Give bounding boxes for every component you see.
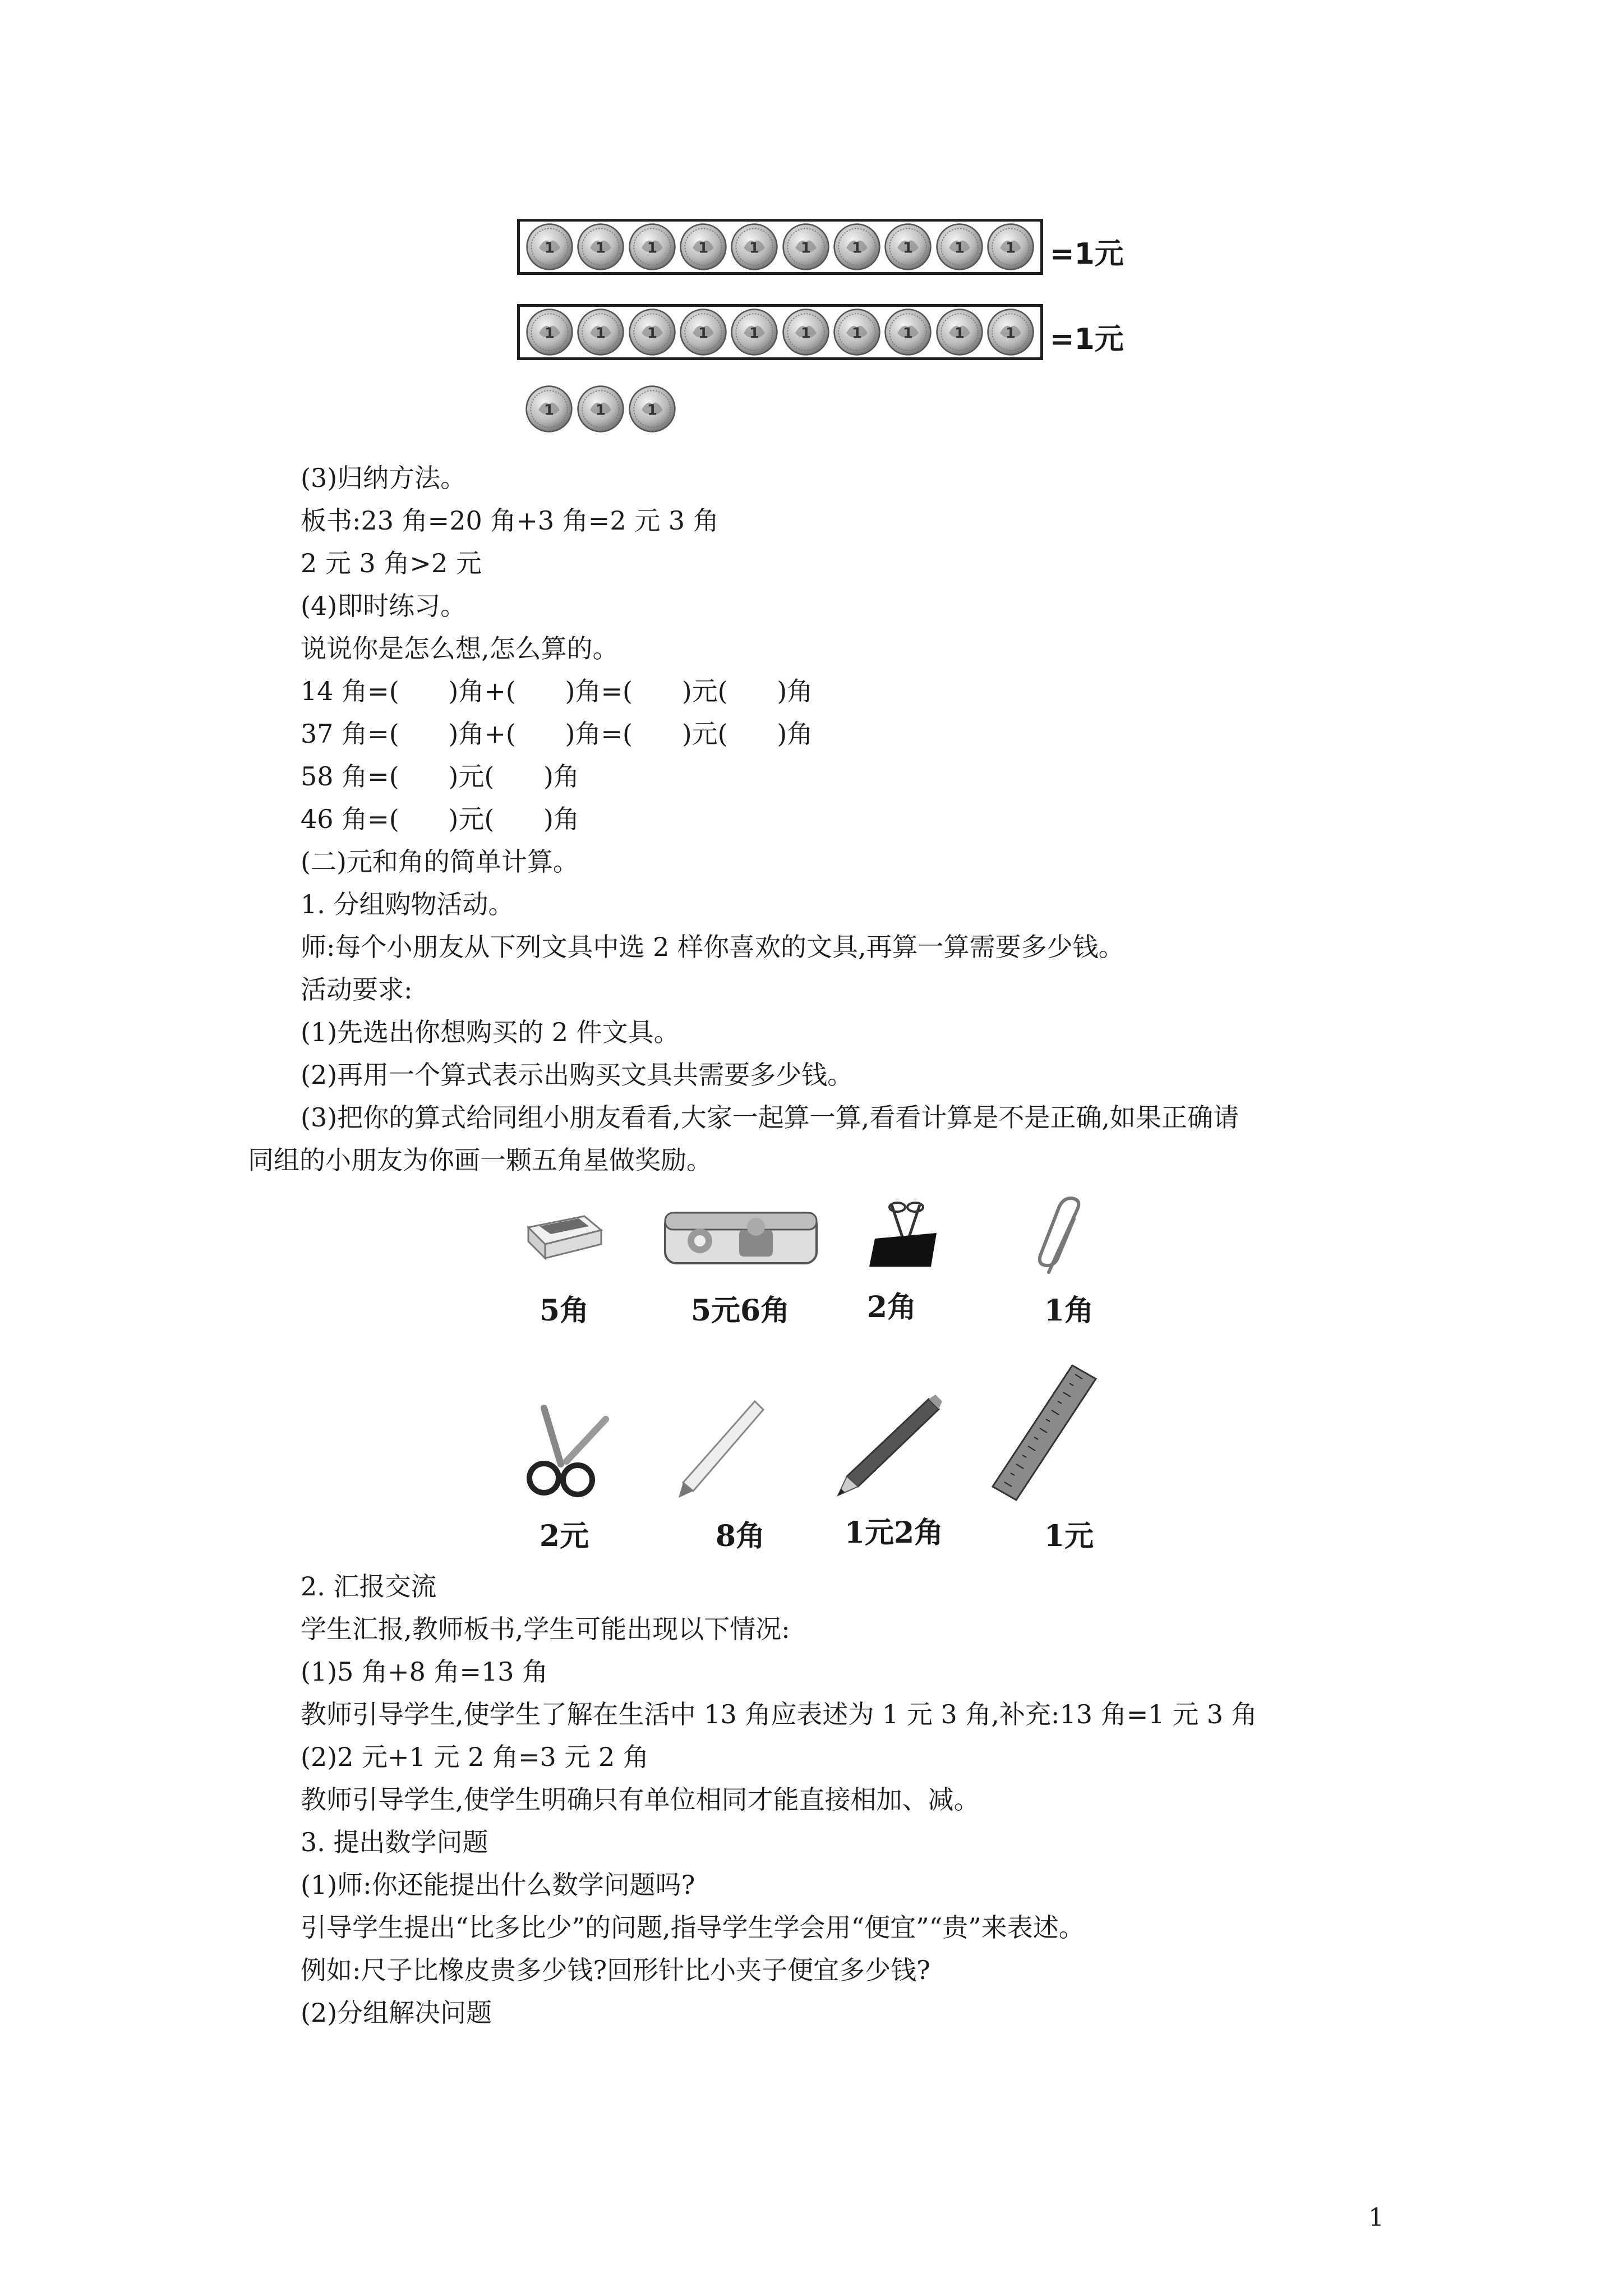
scissors-icon bbox=[522, 1402, 617, 1498]
coin-row-1-equals: =1元 bbox=[1050, 237, 1124, 271]
text-line: (1)先选出你想购买的 2 件文具。 bbox=[301, 1017, 680, 1047]
text-line: (1)师:你还能提出什么数学问题吗? bbox=[301, 1870, 695, 1900]
one-jiao-coin-icon bbox=[679, 223, 727, 271]
one-jiao-coin-icon bbox=[628, 385, 676, 433]
text-line: 说说你是怎么想,怎么算的。 bbox=[301, 633, 619, 664]
one-jiao-coin-icon bbox=[577, 308, 625, 356]
one-jiao-coin-icon bbox=[935, 308, 984, 356]
one-jiao-coin-icon bbox=[679, 308, 727, 356]
text-line: (2)分组解决问题 bbox=[301, 1998, 492, 2028]
one-jiao-coin-icon bbox=[986, 223, 1035, 271]
text-line: 教师引导学生,使学生明确只有单位相同才能直接相加、减。 bbox=[301, 1784, 980, 1815]
text-line: 1. 分组购物活动。 bbox=[301, 889, 514, 919]
one-jiao-coin-icon bbox=[628, 223, 676, 271]
coin-row-2-equals: =1元 bbox=[1050, 323, 1124, 356]
text-line: 引导学生提出“比多比少”的问题,指导学生学会用“便宜”“贵”来表述。 bbox=[301, 1912, 1085, 1943]
text-line: (2)2 元+1 元 2 角=3 元 2 角 bbox=[301, 1742, 649, 1772]
coin-row-2 bbox=[517, 304, 1043, 360]
one-jiao-coin-icon bbox=[833, 223, 881, 271]
paragraph-first-line: (3)把你的算式给同组小朋友看看,大家一起算一算,看看计算是不是正确,如果正确请 bbox=[301, 1102, 1239, 1133]
one-jiao-coin-icon bbox=[525, 308, 574, 356]
text-line: (4)即时练习。 bbox=[301, 591, 467, 621]
one-jiao-coin-icon bbox=[525, 223, 574, 271]
one-jiao-coin-icon bbox=[884, 308, 932, 356]
text-line: (1)5 角+8 角=13 角 bbox=[301, 1657, 548, 1687]
exercise-line: 14 角=( )角+( )角=( )元( )角 bbox=[301, 676, 813, 706]
text-line: 例如:尺子比橡皮贵多少钱?回形针比小夹子便宜多少钱? bbox=[301, 1955, 930, 1985]
price-label: 2角 bbox=[866, 1290, 917, 1324]
price-label: 5元6角 bbox=[690, 1294, 790, 1328]
pen-icon bbox=[671, 1396, 766, 1500]
pencil-icon bbox=[832, 1392, 944, 1499]
text-line: (3)归纳方法。 bbox=[301, 463, 467, 493]
paragraph-second-line: 同组的小朋友为你画一颗五角星做奖励。 bbox=[248, 1145, 712, 1175]
text-line: 师:每个小朋友从下列文具中选 2 样你喜欢的文具,再算一算需要多少钱。 bbox=[301, 932, 1124, 962]
text-line: 板书:23 角=20 角+3 角=2 元 3 角 bbox=[301, 505, 719, 536]
one-jiao-coin-icon bbox=[730, 308, 778, 356]
one-jiao-coin-icon bbox=[884, 223, 932, 271]
pencil-case-icon bbox=[661, 1202, 821, 1270]
coin-row-1 bbox=[517, 219, 1043, 275]
price-label: 8角 bbox=[715, 1519, 766, 1553]
section-heading: 2. 汇报交流 bbox=[301, 1571, 437, 1602]
price-label: 5角 bbox=[539, 1294, 589, 1328]
one-jiao-coin-icon bbox=[730, 223, 778, 271]
one-jiao-coin-icon bbox=[577, 385, 625, 433]
section-heading: 3. 提出数学问题 bbox=[301, 1827, 488, 1857]
eraser-icon bbox=[523, 1205, 606, 1261]
one-jiao-coin-icon bbox=[833, 308, 881, 356]
exercise-line: 58 角=( )元( )角 bbox=[301, 761, 579, 792]
one-jiao-coin-icon bbox=[577, 223, 625, 271]
paper-clip-icon bbox=[1032, 1194, 1094, 1278]
extra-coins bbox=[525, 385, 676, 433]
price-label: 1角 bbox=[1044, 1294, 1094, 1328]
text-line: (2)再用一个算式表示出购买文具共需要多少钱。 bbox=[301, 1060, 854, 1090]
text-line: 学生汇报,教师板书,学生可能出现以下情况: bbox=[301, 1614, 790, 1644]
ruler-icon bbox=[988, 1362, 1100, 1502]
one-jiao-coin-icon bbox=[782, 308, 830, 356]
one-jiao-coin-icon bbox=[525, 385, 573, 433]
section-heading: (二)元和角的简单计算。 bbox=[301, 846, 579, 877]
text-line: 2 元 3 角>2 元 bbox=[301, 548, 482, 578]
text-line: 教师引导学生,使学生了解在生活中 13 角应表述为 1 元 3 角,补充:13 角=1 元 3 角 bbox=[301, 1699, 1257, 1729]
price-label: 1元2角 bbox=[844, 1516, 944, 1550]
exercise-line: 46 角=( )元( )角 bbox=[301, 804, 579, 834]
one-jiao-coin-icon bbox=[628, 308, 676, 356]
price-label: 2元 bbox=[539, 1519, 589, 1553]
one-jiao-coin-icon bbox=[935, 223, 984, 271]
exercise-line: 37 角=( )角+( )角=( )元( )角 bbox=[301, 719, 813, 749]
one-jiao-coin-icon bbox=[782, 223, 830, 271]
binder-clip-icon bbox=[864, 1199, 948, 1272]
text-line: 活动要求: bbox=[301, 974, 413, 1005]
page-number: 1 bbox=[1368, 2203, 1384, 2232]
one-jiao-coin-icon bbox=[986, 308, 1035, 356]
price-label: 1元 bbox=[1044, 1519, 1094, 1553]
